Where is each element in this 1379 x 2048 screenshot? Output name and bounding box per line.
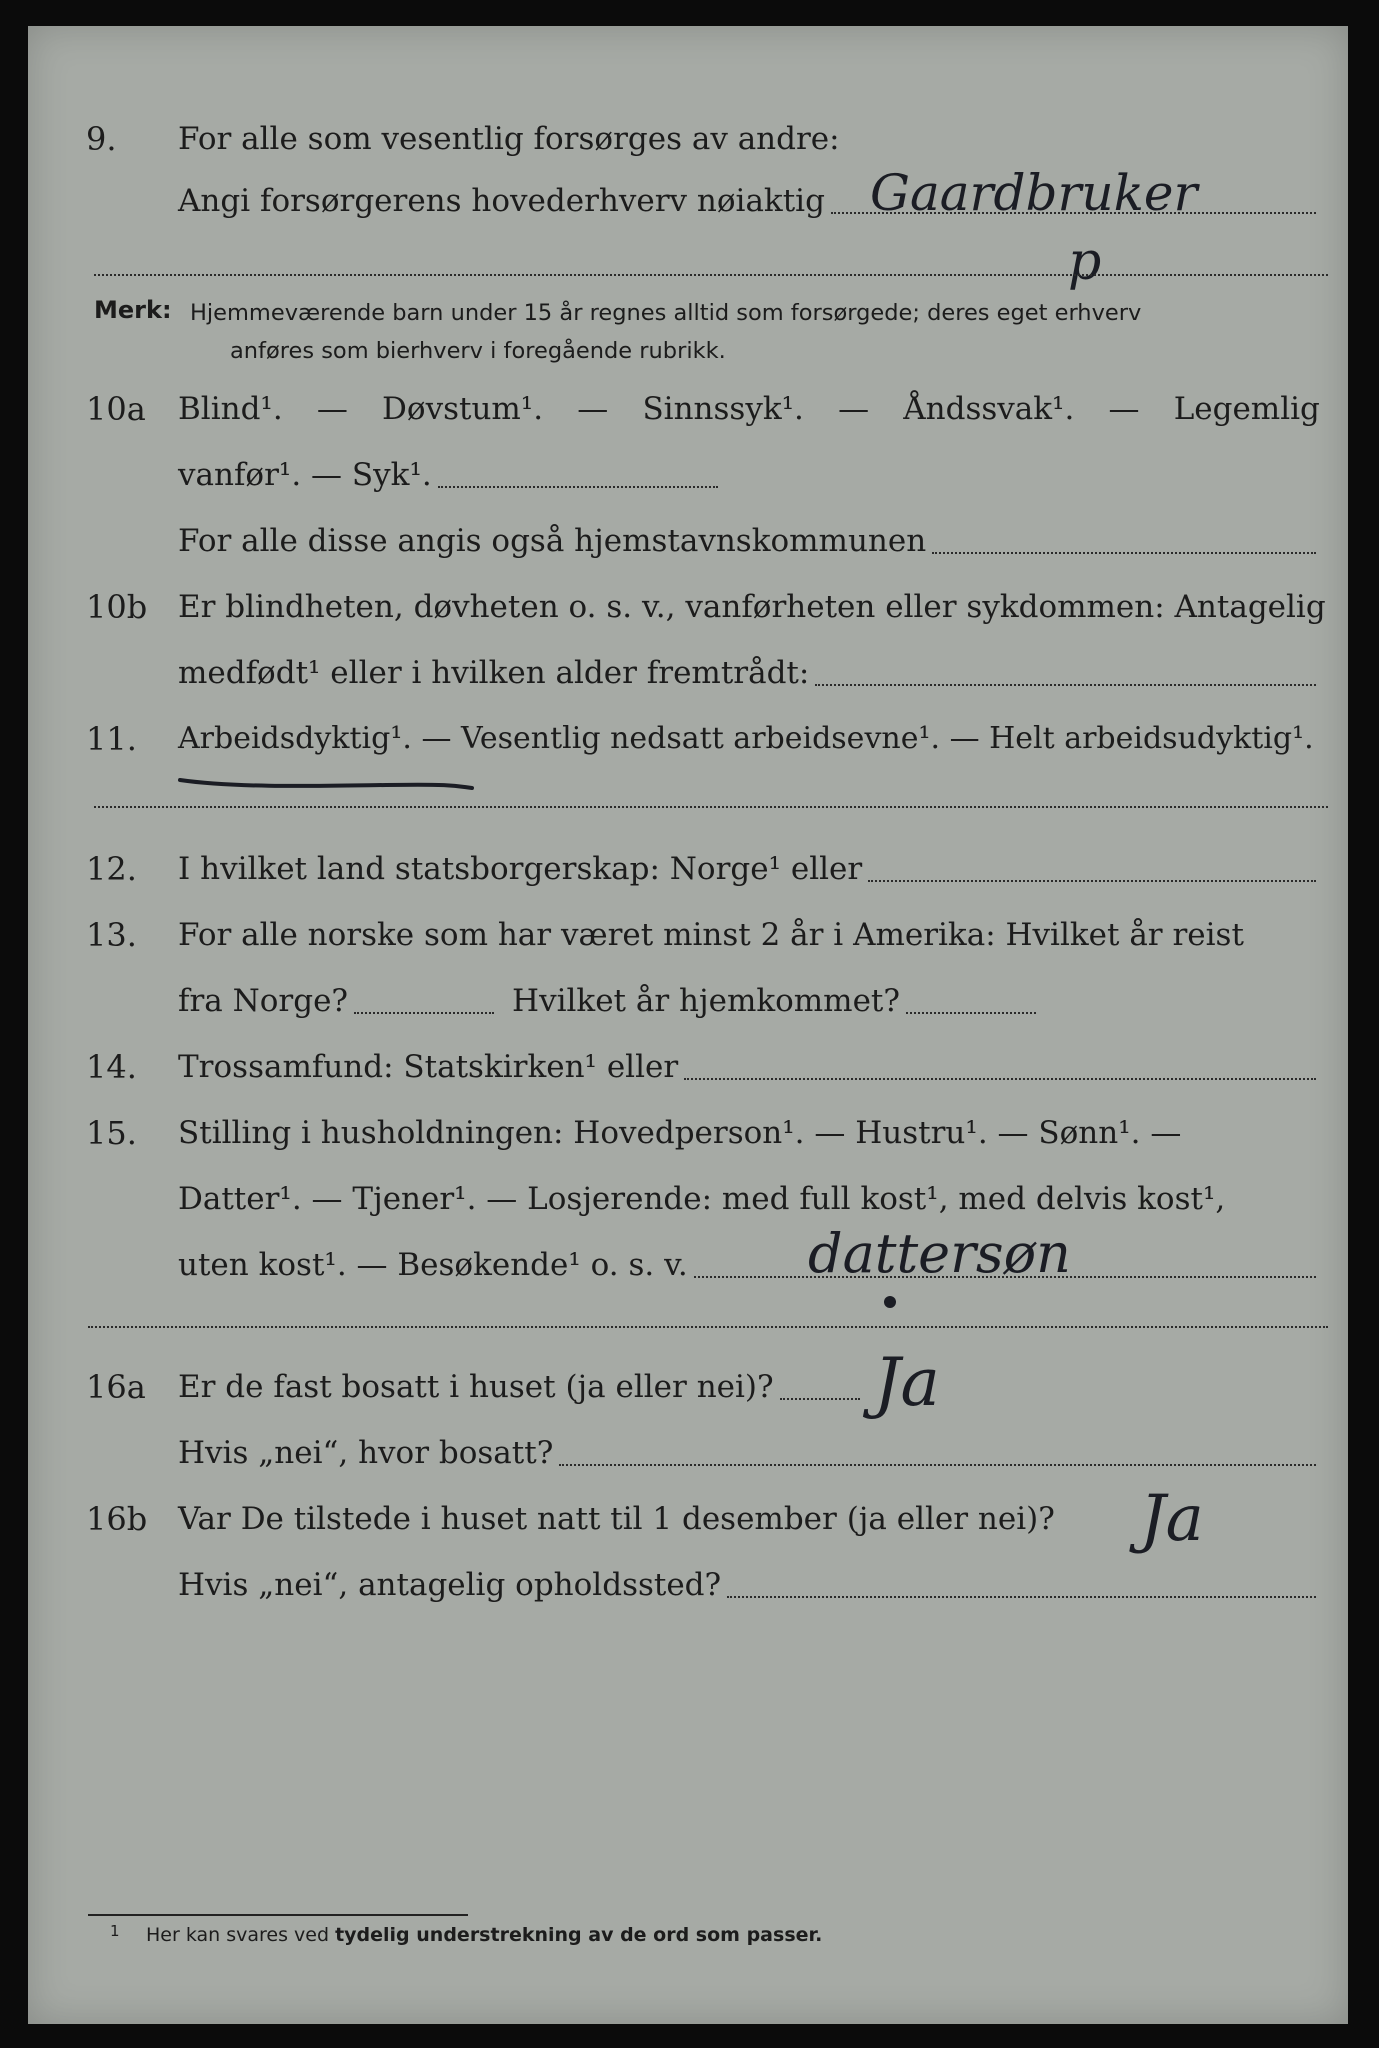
q13-reist-label: fra Norge?	[178, 983, 349, 1019]
q14-question: Trossamfund: Statskirken¹ eller	[178, 1049, 679, 1085]
merk-line-1: Hjemmeværende barn under 15 år regnes alltid som forsørgede; deres eget erhverv	[190, 300, 1142, 326]
q15-row-2	[28, 1174, 1348, 1224]
q10a-syk-answer-line[interactable]	[438, 485, 718, 488]
q13-hjemkommet-label: Hvilket år hjemkommet?	[512, 983, 901, 1019]
q11-row	[28, 714, 1348, 764]
q16b-number: 16b	[86, 1500, 148, 1538]
section-divider-3	[88, 1326, 1328, 1328]
q16a-row-1	[28, 1362, 1348, 1412]
q10a-number: 10a	[86, 390, 146, 428]
option-sinnssyk[interactable]: Sinnssyk¹.	[642, 391, 804, 427]
q10a-kommune-answer-line[interactable]	[932, 551, 1316, 554]
option-legemlig[interactable]: Legemlig	[1173, 391, 1320, 427]
q9-question: For alle som vesentlig forsørges av andre:	[178, 121, 840, 157]
q10b-row-2	[28, 648, 1348, 698]
footnote-marker: 1	[110, 1922, 120, 1940]
footnote-text: Her kan svares ved	[146, 1924, 330, 1946]
q10a-row-3	[28, 516, 1348, 566]
option-dovstum[interactable]: Døvstum¹.	[382, 391, 544, 427]
merk-note	[190, 294, 1320, 370]
merk-line-2: anføres som bierhverv i foregående rubrikk.	[230, 338, 726, 364]
q16a-question: Er de fast bosatt i huset (ja eller nei)?	[178, 1369, 774, 1405]
q10b-answer-line[interactable]	[815, 683, 1316, 686]
q16b-question-2: Hvis „nei“, antagelig opholdssted?	[178, 1567, 722, 1603]
q10a-line-2: vanfør¹. — Syk¹.	[178, 457, 432, 493]
q10a-options: Blind¹. — Døvstum¹. — Sinnssyk¹. — Åndssvak¹. — Legemlig	[178, 384, 1320, 434]
q16a-row-2	[28, 1428, 1348, 1478]
footnote	[110, 1922, 823, 1946]
q15-line-3[interactable]: uten kost¹. — Besøkende¹ o. s. v.	[178, 1247, 688, 1283]
q13-hjemkommet-answer-line[interactable]	[906, 1011, 1036, 1014]
q11-options[interactable]: Arbeidsdyktig¹. — Vesentlig nedsatt arbeidsevne¹. — Helt arbeidsudyktig¹.	[178, 721, 1314, 756]
merk-label: Merk:	[94, 296, 172, 324]
q10b-line-2: medfødt¹ eller i hvilken alder fremtrådt:	[178, 655, 810, 691]
option-andssvak[interactable]: Åndssvak¹.	[903, 391, 1075, 427]
q15-row-3	[28, 1240, 1348, 1290]
q9-question-2: Angi forsørgerens hovederhverv nøiaktig	[178, 183, 825, 219]
q12-question: I hvilket land statsborgerskap: Norge¹ eller	[178, 851, 863, 887]
q12-row	[28, 844, 1348, 894]
q15-handwritten-answer: dattersøn	[808, 1222, 1071, 1285]
q9-handwritten-answer: Gaardbruker	[870, 164, 1198, 222]
q16b-handwritten-answer: Ja	[1140, 1482, 1204, 1556]
option-blind[interactable]: Blind¹.	[178, 391, 283, 427]
q13-row-2	[28, 976, 1348, 1026]
q16b-opholdssted-answer-line[interactable]	[727, 1595, 1316, 1598]
q9-row-1	[28, 114, 1348, 164]
q15-number: 15.	[86, 1114, 137, 1152]
q15-row-1	[28, 1108, 1348, 1158]
q10a-row-2	[28, 450, 1348, 500]
q16a-handwritten-answer: Ja	[874, 1344, 940, 1421]
q16a-number: 16a	[86, 1368, 146, 1406]
q16b-row-2	[28, 1560, 1348, 1610]
q13-line-1: For alle norske som har været minst 2 år i Amerika: Hvilket år reist	[178, 917, 1244, 953]
census-form-page	[28, 26, 1348, 2024]
q9-number: 9.	[86, 120, 117, 158]
ink-dot	[884, 1296, 896, 1308]
q11-number: 11.	[86, 720, 137, 758]
q10b-line-1: Er blindheten, døvheten o. s. v., vanførheten eller sykdommen: Antagelig	[178, 589, 1326, 625]
q15-line-2[interactable]: Datter¹. — Tjener¹. — Losjerende: med full kost¹, med delvis kost¹,	[178, 1181, 1226, 1217]
q10a-line-3: For alle disse angis også hjemstavnskommunen	[178, 523, 927, 559]
q14-number: 14.	[86, 1048, 137, 1086]
q10a-row-1	[28, 384, 1348, 434]
q12-number: 12.	[86, 850, 137, 888]
q10b-number: 10b	[86, 588, 148, 626]
q10b-row-1	[28, 582, 1348, 632]
footnote-rule	[88, 1914, 468, 1916]
q12-answer-line[interactable]	[868, 879, 1316, 882]
q13-number: 13.	[86, 916, 137, 954]
footnote-text-bold: tydelig understrekning av de ord som passer.	[335, 1924, 823, 1946]
q11-handwritten-underline	[176, 766, 476, 796]
q14-row	[28, 1042, 1348, 1092]
q16a-bosatt-answer-line[interactable]	[559, 1463, 1316, 1466]
q16b-question: Var De tilstede i huset natt til 1 desember (ja eller nei)?	[178, 1501, 1055, 1537]
q9-handwritten-mark: p	[1068, 232, 1102, 292]
section-divider-1	[94, 274, 1328, 276]
q14-answer-line[interactable]	[684, 1077, 1316, 1080]
q16a-question-2: Hvis „nei“, hvor bosatt?	[178, 1435, 554, 1471]
q13-row-1	[28, 910, 1348, 960]
section-divider-2	[94, 806, 1328, 808]
q16a-answer-line[interactable]	[780, 1397, 860, 1400]
q15-line-1[interactable]: Stilling i husholdningen: Hovedperson¹. — Hustru¹. — Sønn¹. —	[178, 1115, 1182, 1151]
q13-reist-answer-line[interactable]	[354, 1011, 494, 1014]
